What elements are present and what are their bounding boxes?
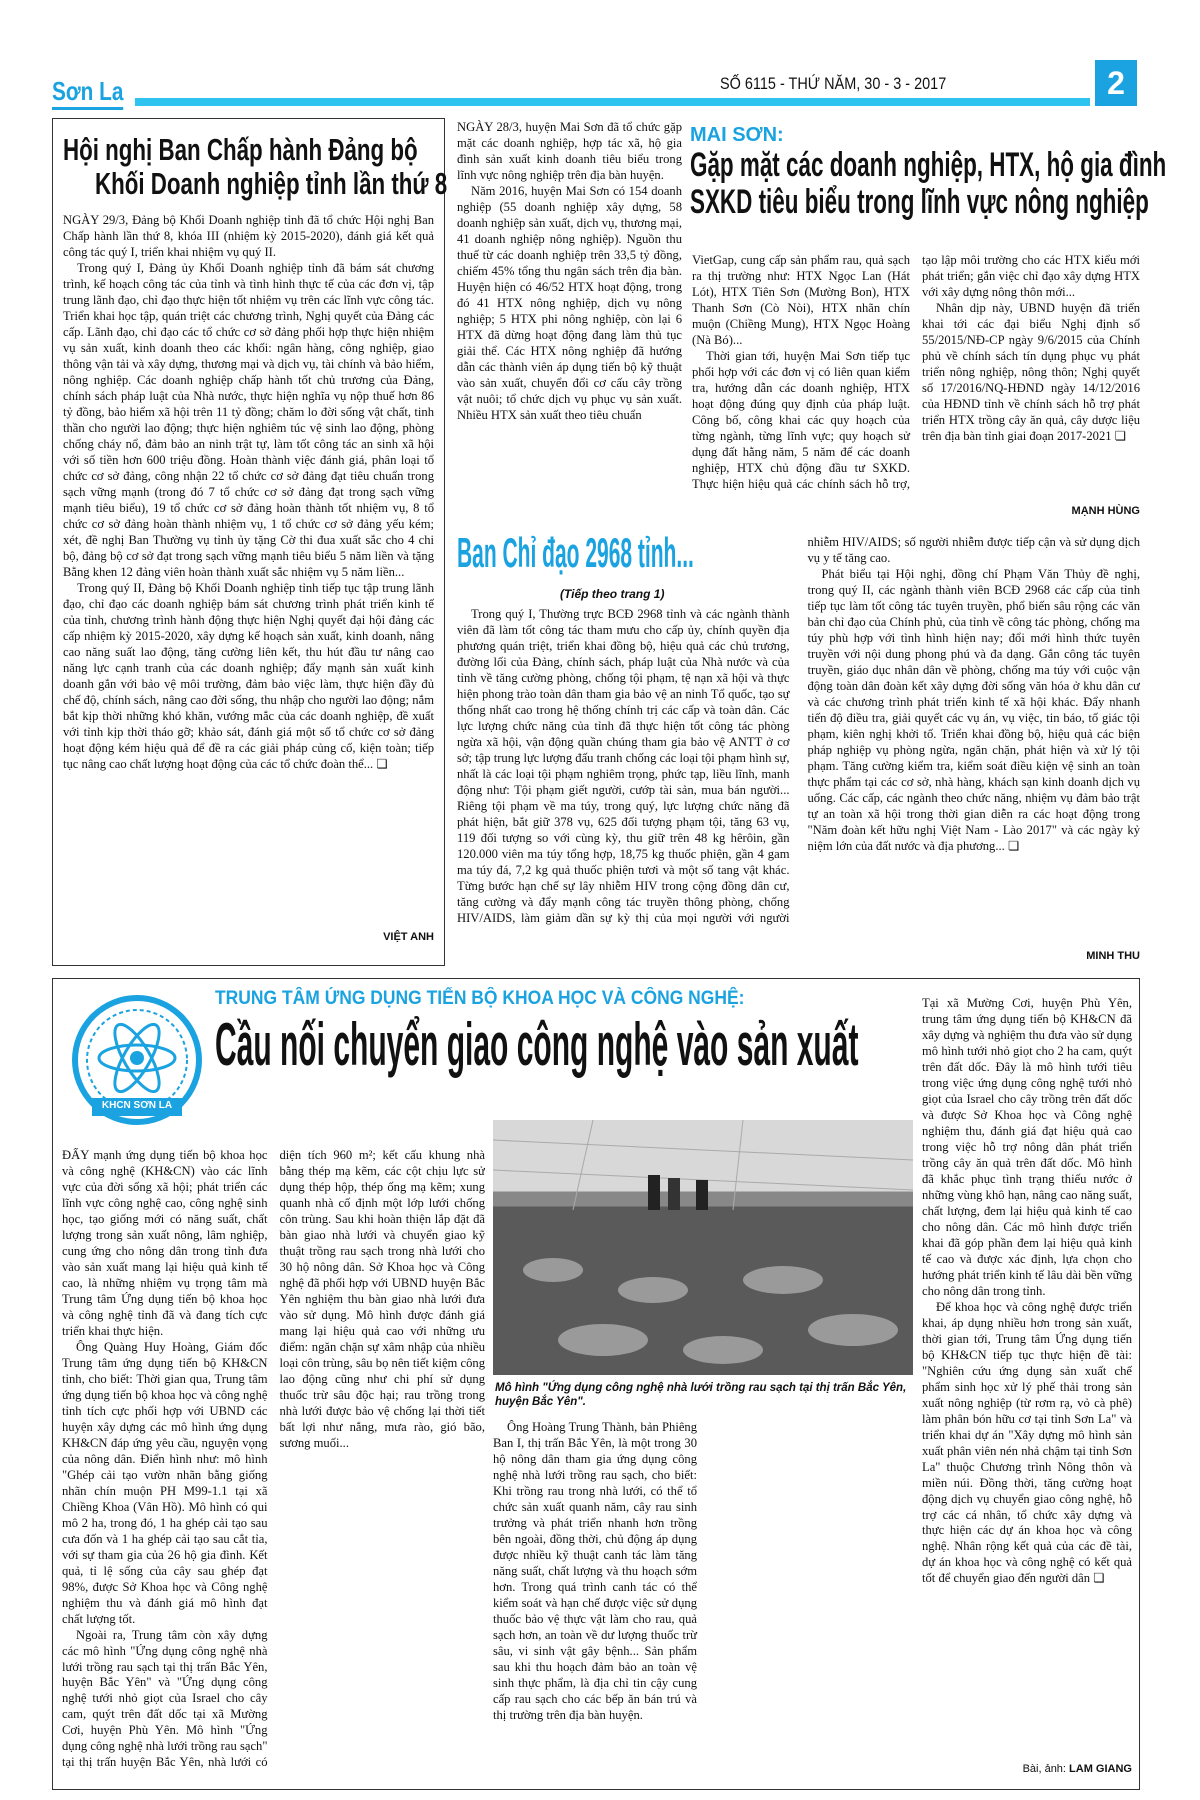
byline-label: Bài, ảnh: bbox=[1022, 1763, 1066, 1775]
article-2968-body bbox=[457, 535, 1140, 945]
paragraph: Nhân dịp này, UBND huyện đã triển khai tới các đại biểu Nghị định số 55/2015/NĐ-CP ngày 9/6/2015 của Chính phủ về chính sách tín dụng phục vụ phát triển nông nghiệp, nông thôn; Nghị quyết số 17/2016/NQ-HĐND ngày 14/12/2016 của HĐND tỉnh về chính sách hỗ trợ phát triển HTX trồng cây ăn quả, cây dược liệu trên địa bàn tỉnh giai đoạn 2017-2021 ❏ bbox=[922, 300, 1140, 443]
paragraph: Năm 2016, huyện Mai Sơn có 154 doanh nghiệp (55 doanh nghiệp xây dựng, 58 doanh nghiệp sản xuất, dịch vụ, thương mại, 41 doanh nghiệp nông nghiệp). Nguồn thu thuế từ các doanh nghiệp trên 33,5 tỷ đồng, chiếm 45% tổng thu ngân sách trên địa bàn. Huyện hiện có 46/52 HTX hoạt động, trong đó 41 HTX nông nghiệp, dịch vụ nông nghiệp; 5 HTX phi nông nghiệp, còn lại 6 HTX đã dừng hoạt động đang làm thủ tục giải thể. Các HTX nông nghiệp đã hướng dẫn các thành viên áp dụng tiến bộ kỹ thuật vào sản xuất, chuyển đổi cơ cấu cây trồng vật nuôi; tổ chức dịch vụ phục vụ sản xuất. Nhiều HTX sản xuất theo tiêu chuẩn bbox=[457, 183, 682, 422]
kicker: MAI SƠN: bbox=[690, 124, 784, 146]
logo-text: KHCN SƠN LA bbox=[101, 1100, 173, 1111]
issue-info: SỐ 6115 - THỨ NĂM, 30 - 3 - 2017 bbox=[720, 74, 947, 93]
article-mai-son-lead bbox=[457, 120, 682, 520]
byline: VIỆT ANH bbox=[383, 931, 434, 944]
photo-caption: Mô hình "Ứng dụng công nghệ nhà lưới trồng rau sạch tại thị trấn Bắc Yên, huyện Bắc Yên". bbox=[495, 1382, 907, 1408]
paragraph: Phát biểu tại Hội nghị, đồng chí Phạm Văn Thủy đề nghị, trong quý II, các ngành thành viên BCĐ 2968 các cấp của tỉnh tiếp tục làm tốt công tác tuyên truyền, phổ biến sâu rộng các văn bản chỉ đạo của Chính phủ, của tỉnh về công tác phòng, chống ma túy phù hợp với tình hình hiện nay; đổi mới hình thức tuyên truyền với nội dung phong phú và đa dạng. Gắn công tác tuyên truyền, giáo dục nhân dân về phòng, chống ma túy với cuộc vận động toàn dân đoàn kết xây dựng đời sống văn hóa ở khu dân cư và các chương trình phát triển kinh tế xã hội khác. Đẩy nhanh tiến độ điều tra, giải quyết các vụ án, vụ việc, tin báo, tố giác tội phạm, kiên nghị khởi tố. Triển khai đồng bộ, hiệu quả các biện pháp nghiệp vụ phòng ngừa, ngăn chặn, phát hiện và xử lý tội phạm. Tăng cường kiểm tra, kiểm soát điều kiện vệ sinh an toàn thực phẩm tại các cơ sở, nhà hàng, khách sạn kinh doanh dịch vụ uống. Các cấp, các ngành theo chức năng, nhiệm vụ đảm bảo trật tự an toàn xã hội trong thời gian diễn ra các hoạt động trong "Năm đoàn kết hữu nghị Việt Nam - Lào 2017" và các ngày kỷ niệm lớn của đất nước và địa phương... ❏ bbox=[807, 566, 1140, 853]
article-tech-body-right bbox=[922, 996, 1132, 1758]
article-mai-son-header bbox=[690, 124, 1167, 222]
article-title: Ban Chỉ đạo 2968 tỉnh... bbox=[457, 529, 694, 576]
article-title: Hội nghị Ban Chấp hành Đảng bộ bbox=[63, 132, 418, 167]
article-title: Khối Doanh nghiệp tỉnh lần thứ 8 bbox=[95, 166, 448, 202]
article-party-conference bbox=[52, 118, 448, 966]
byline-name: LAM GIANG bbox=[1069, 1763, 1132, 1775]
kicker: TRUNG TÂM ỨNG DỤNG TIẾN BỘ KHOA HỌC VÀ CÔNG NGHỆ: bbox=[215, 988, 745, 1009]
khcn-logo bbox=[62, 990, 212, 1140]
paragraph: NGÀY 29/3, Đảng bộ Khối Doanh nghiệp tỉnh đã tổ chức Hội nghị Ban Chấp hành lần thứ 8, khóa III (nhiệm kỳ 2015-2020), đánh giá kết quả công tác quý I, triển khai nhiệm vụ quý II. bbox=[63, 213, 434, 260]
article-title: Cầu nối chuyển giao công nghệ vào sản xuất bbox=[215, 1011, 859, 1078]
paragraph: Ngoài ra, Trung tâm còn xây dựng các mô hình "Ứng dụng công nghệ nhà lưới trồng rau sạch tại thị trấn Bắc Yên, huyện Bắc Yên" và "Ứng dụng công nghệ tưới nhỏ giọt của Israel cho cây cam, quýt trên đất dốc tại xã Mường Cơi, huyện Phù Yên. Mô hình "Ứng dụng công nghệ nhà lưới trồng rau sạch" tại thị trấn huyện Bắc Yên, nhà lưới có diện tích 960 m²; kết cấu khung nhà bằng thép mạ kẽm, các cột chịu lực sử dụng thép hộp, thép ống mạ kẽm; xung quanh nhà cố định một lớp lưới chống côn trùng. Sau khi hoàn thiện lắp đặt đã bàn giao nhà lưới và chuyển giao kỹ thuật trồng rau sạch trong nhà lưới cho 30 hộ nông dân. Sở Khoa học và Công nghệ đã phối hợp với UBND huyện Bắc Yên nghiệm thu bàn giao nhà lưới đưa vào sử dụng. Mô hình được đánh giá mang lại hiệu quả cao với những ưu điểm: ngăn chặn sự xâm nhập của nhiều loại côn trùng, sâu bọ nên tiết kiệm công lao động cũng như chi phí sử dụng thuốc trừ sâu độc hại; rau trồng trong nhà lưới được bảo vệ chống lại thời tiết bất lợi như nắng, mưa rào, gió bão, sương muối... bbox=[62, 1148, 485, 1770]
photo-net-house bbox=[493, 1120, 913, 1375]
atom-logo-icon bbox=[62, 990, 212, 1140]
paragraph: Trong quý I, Đảng ủy Khối Doanh nghiệp tỉnh đã bám sát chương trình, kế hoạch công tác của tỉnh và tình hình thực tế của các đơn vị, tập trung lãnh đạo, chỉ đạo thực hiện tốt nhiệm vụ trên các lĩnh vực công tác. Triển khai học tập, quán triệt các chương trình, Nghị quyết của Đảng các cấp. Lãnh đạo, chỉ đạo các tổ chức cơ sở đảng phối hợp thực hiện nhiệm vụ sản xuất, kinh doanh theo các khối: ngân hàng, công nghiệp, giao thông vận tải và xây dựng, thương mại và dịch vụ, tài chính và bảo hiểm, nông nghiệp. Các doanh nghiệp chấp hành tốt chủ trương của Đảng, chính sách pháp luật của Nhà nước, thực hiện nghĩa vụ nộp thuế hơn 86 tỷ đồng, bảo hiểm xã hội trên 11 tỷ đồng; chăm lo đời sống vật chất, tinh thần cho người lao động; thực hiện nghiêm túc vệ sinh lao động, phòng chống cháy nổ, đảm bảo an ninh trật tự, làm tốt công tác an sinh xã hội với số tiền hơn 600 triệu đồng. Hoàn thành việc đánh giá, phân loại tổ chức cơ sở đảng, công nhận 22 tổ chức cơ sở đảng đạt tiêu chuẩn trong sạch vững mạnh (trong đó 7 tổ chức cơ sở đảng đạt trong sạch vững mạnh tiêu biểu), 19 tổ chức cơ sở đảng hoàn thành tốt nhiệm vụ, 8 tổ chức cơ sở đảng hoàn thành nhiệm vụ, 1 tổ chức cơ sở đảng yếu kém; xét, đề nghị Ban Thường vụ tỉnh ủy tặng Cờ thi đua xuất sắc cho 4 chi bộ, đảng bộ cơ sở đạt trong sạch vững mạnh tiêu biểu 5 năm liền và tặng Bằng khen 12 đảng viên hoàn thành xuất sắc nhiệm vụ 5 năm liền... bbox=[63, 261, 434, 579]
byline bbox=[900, 1763, 1132, 1775]
page-number: 2 bbox=[1095, 60, 1137, 106]
paragraph: Trong quý II, Đảng bộ Khối Doanh nghiệp tỉnh tiếp tục tập trung lãnh đạo, chỉ đạo các doanh nghiệp bám sát chương trình phát triển kinh tế của tỉnh, chương trình hành động thực hiện Nghị quyết đại hội đảng các cấp nhiệm kỳ 2015-2020, xây dựng kế hoạch sản xuất, kinh doanh, nâng cao năng suất lao động, tăng cường liên kết, thu hút đầu tư nâng cao năng lực cạnh tranh của các doanh nghiệp; đẩy mạnh sản xuất kinh doanh gắn với bảo vệ môi trường, đảm bảo việc làm, thực hiện đầy đủ chế độ, chính sách, nâng cao đời sống, thu nhập cho người lao động; nắm bắt kịp thời những khó khăn, vướng mắc của các doanh nghiệp, đề xuất với tỉnh kịp thời tháo gỡ; khảo sát, đánh giá một số tổ chức cơ sở đảng hoạt động kém hiệu quả để đề ra các giải pháp củng cố, kiện toàn; tiếp tục nâng cao chất lượng hoạt động của các tổ chức đoàn thể... ❏ bbox=[63, 580, 434, 771]
paragraph: ĐẨY mạnh ứng dụng tiến bộ khoa học và công nghệ (KH&CN) vào các lĩnh vực của đời sống xã hội; phát triển các lĩnh vực công nghệ cao, công nghệ sinh học, tạo giống mới có năng suất, chất lượng trong sản xuất nông, lâm nghiệp, cung ứng cho nông dân trong tỉnh đưa vào sản xuất mang lại hiệu quả kinh tế cao, là những nhiệm vụ trọng tâm mà Trung tâm Ứng dụng tiến bộ khoa học và công nghệ tỉnh đã và đang tích cực triển khai thực hiện. bbox=[62, 1148, 268, 1338]
paragraph: Ông Hoàng Trung Thành, bản Phiêng Ban I, thị trấn Bắc Yên, là một trong 30 hộ nông dân tham gia ứng dụng công nghệ nhà lưới trồng rau sạch, cho biết: Khi trồng rau trong nhà lưới, có thể tổ chức sản xuất quanh năm, cây rau sinh trưởng và phát triển nhanh hơn trồng bên ngoài, đồng thời, chủ động áp dụng được nhiều kỹ thuật canh tác làm tăng năng suất, chất lượng và thu hoạch sớm hơn. Trong quá trình canh tác có thể kiểm soát và hạn chế được việc sử dụng thuốc bảo vệ thực vật làm cho rau, quả sạch hơn, an toàn về dư lượng thuốc trừ sâu, vi sinh vật gây bệnh... Sản phẩm sau khi thu hoạch đảm bảo an toàn vệ sinh thực phẩm, là địa chỉ tin cậy cung cấp rau sạch cho các bếp ăn bán trú và thị trường trên địa bàn huyện. bbox=[493, 1420, 697, 1722]
article-title: Gặp mặt các doanh nghiệp, HTX, hộ gia đình bbox=[690, 146, 1167, 184]
greenhouse-photo-icon bbox=[493, 1120, 913, 1375]
continued-note: (Tiếp theo trang 1) bbox=[560, 587, 665, 601]
article-mai-son-body bbox=[692, 253, 1140, 503]
paragraph: Thời gian tới, huyện Mai Sơn tiếp tục phối hợp với các đơn vị có liên quan kiểm tra, hướng dẫn các doanh nghiệp, HTX hoạt động đúng quy định của pháp luật. Công bố, công khai các quy hoạch của từng ngành, từng lĩnh vực; quy hoạch sử dụng đất hằng năm, 5 năm để các doanh nghiệp, HTX chủ động đầu tư SXKD. Thực hiện hiệu quả các chính sách hỗ trợ, tạo lập môi trường cho các HTX kiểu mới phát triển; gắn việc chỉ đạo xây dựng HTX với xây dựng nông thôn mới... bbox=[692, 253, 1140, 491]
paragraph: Trong quý I, Thường trực BCĐ 2968 tỉnh và các ngành thành viên đã làm tốt công tác tham mưu cho cấp ủy, chính quyền địa phương quán triệt, triển khai đồng bộ, hiệu quả các chủ trương, đường lối của Đảng, chính sách, pháp luật của Nhà nước và của tỉnh về tăng cường phòng, chống tội phạm, tệ nạn xã hội và thực hiện phong trào toàn dân tham gia bảo vệ an ninh Tổ quốc, tạo sự thống nhất cao trong hệ thống chính trị các cấp và toàn dân. Các lực lượng chức năng của tỉnh đã thực hiện tốt công tác phòng ngừa xã hội, vận động quần chúng tham gia bảo vệ ANTT ở cơ sở; tập trung lực lượng đấu tranh chống các loại tội phạm hình sự, nhất là các loại tội phạm nghiêm trọng, phức tạp, liều lĩnh, manh động như: Tội phạm giết người, cướp tài sản, mua bán người... Riêng tội phạm về ma túy, trong quý, lực lượng chức năng đã phát hiện, bắt giữ 378 vụ, 625 đối tượng phạm tội, tăng 63 vụ, 119 đối tượng so với cùng kỳ, thu giữ trên 48 kg hêrôin, gần 120.000 viên ma túy tổng hợp, 18,75 kg thuốc phiện, gần 4 gam ma túy đá, 7,2 kg quả thuốc phiện tươi và một số tang vật khác. Từng bước hạn chế sự lây nhiễm HIV trong cộng đồng dân cư, tăng cường và đẩy mạnh công tác truyền thông phòng, chống HIV/AIDS, làm giảm dần sự kỳ thị của mọi người với người nhiễm HIV/AIDS; số người nhiễm được tiếp cận và sử dụng dịch vụ y tế tăng cao. bbox=[457, 535, 1140, 925]
article-tech-body-middle bbox=[493, 1420, 913, 1773]
paragraph: Ông Quàng Huy Hoàng, Giám đốc Trung tâm ứng dụng tiến bộ KH&CN tỉnh, cho biết: Thời gian qua, Trung tâm ứng dụng tiến bộ khoa học và công nghệ tỉnh tích cực phối hợp với UBND các huyện xây dựng các mô hình ứng dụng KH&CN đáp ứng yêu cầu, nguyện vọng của nông dân. Điển hình như: mô hình "Ghép cải tạo vườn nhãn bằng giống nhãn chín muộn PH M99-1.1 tại xã Chiềng Khoa (Vân Hồ). Mô hình có qui mô 2 ha, trong đó, 1 ha ghép cải tạo sau cưa đốn và 1 ha ghép cải tạo sau cắt tỉa, với sự tham gia của 26 hộ gia đình. Kết quả, tỉ lệ sống của cây sau ghép đạt 98%, được Sở Khoa học và Công nghệ nghiệm thu và đánh giá mô hình đạt chất lượng tốt. bbox=[62, 1339, 268, 1626]
article-tech-body-left bbox=[62, 1148, 485, 1773]
article-title: SXKD tiêu biểu trong lĩnh vực nông nghiệp bbox=[690, 183, 1149, 222]
paragraph: NGÀY 28/3, huyện Mai Sơn đã tổ chức gặp mặt các doanh nghiệp, hợp tác xã, hộ gia đình sản xuất kinh doanh tiêu biểu trong lĩnh vực nông nghiệp trên địa bàn huyện. bbox=[457, 120, 682, 182]
byline: MẠNH HÙNG bbox=[1071, 505, 1140, 517]
paragraph: Tại xã Mường Cơi, huyện Phù Yên, trung tâm ứng dụng tiến bộ KH&CN đã xây dựng và nghiệm thu đưa vào sử dụng mô hình tưới nhỏ giọt cho 2 ha cam, quýt trên đất dốc. Đây là mô hình tưới tiêu trong việc ứng dụng công nghệ tưới nhỏ giọt của Israel cho cây trồng trên đất dốc và được Sở Khoa học và Công nghệ nghiệm thu, đánh giá đạt hiệu quả cao trong việc hỗ trợ nông dân phát triển trồng cây ăn quả trên đất dốc. Mô hình đã khắc phục tình trạng thiếu nước ở những vùng khô hạn, nâng cao năng suất, chất lượng, đem lại hiệu quả kinh tế cao cho nông dân. Các mô hình được triển khai đã góp phần đem lại hiệu quả kinh tế cao và được xác định, lựa chọn cho hướng phát triển kinh tế lâu dài bền vững cho nông dân trong tỉnh. bbox=[922, 996, 1132, 1298]
byline: MINH THU bbox=[1086, 950, 1140, 962]
masthead: Sơn La bbox=[52, 76, 123, 110]
paragraph: VietGap, cung cấp sản phẩm rau, quả sạch ra thị trường như: HTX Ngọc Lan (Hát Lót), HTX Tiên Sơn (Mường Bon), HTX Thanh Sơn (Cò Nòi), HTX nhãn chín muộn (Chiềng Mung), HTX Ngọc Hoàng (Nà Bó)... bbox=[692, 253, 910, 347]
header-rule bbox=[135, 98, 1090, 106]
article-body bbox=[63, 213, 434, 931]
paragraph: Để khoa học và công nghệ được triển khai, áp dụng nhiều hơn trong sản xuất, thời gian tới, Trung tâm Ứng dụng tiến bộ KH&CN tiếp tục thực hiện đề tài: "Nghiên cứu ứng dụng sản xuất chế phẩm sinh học xử lý phế thải trong sản xuất nông nghiệp (từ rơm rạ, vỏ cà phê) làm phân bón hữu cơ tại tỉnh Sơn La" và triển khai dự án "Xây dựng mô hình sản xuất phân viên nén nhả chậm tại tỉnh Sơn La" thuộc Chương trình Nông thôn và miền núi. Đồng thời, tăng cường hoạt động dịch vụ chuyển giao công nghệ, hỗ trợ các cá nhân, tổ chức xây dựng và thực hiện các dự án khoa học và công nghệ. Nhân rộng kết quả của các đề tài, dự án khoa học và công nghệ có kết quả tốt để chuyển giao đến người dân ❏ bbox=[922, 1299, 1132, 1586]
